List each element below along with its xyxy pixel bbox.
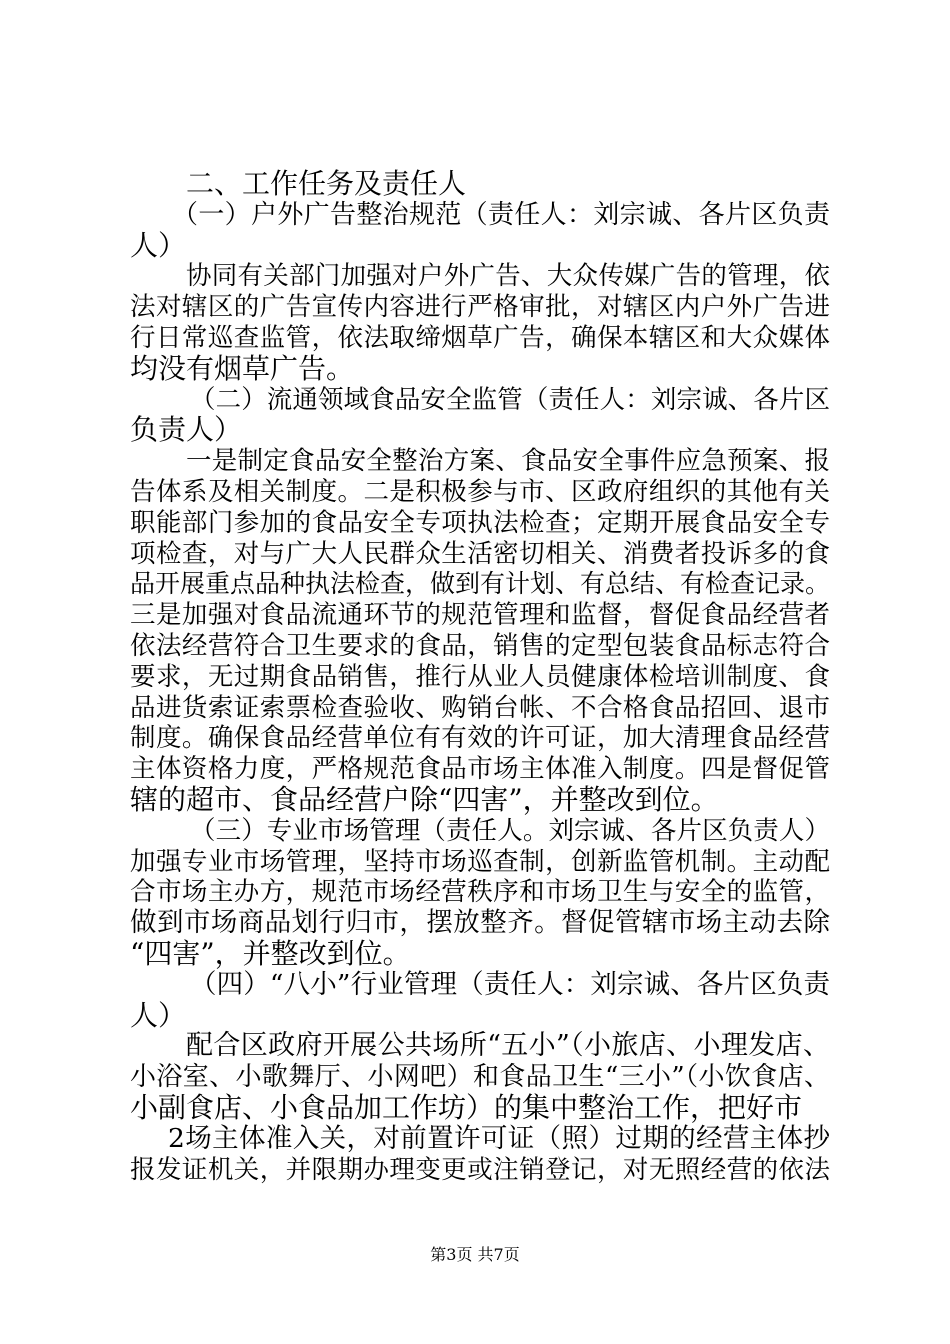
paragraph-line: 小浴室、小歌舞厅、小网吧）和食品卫生“三小”（小饮食店、: [130, 1062, 830, 1093]
paragraph-line: 加强专业市场管理，坚持市场巡查制，创新监管机制。主动配: [130, 846, 830, 877]
subsection-heading-4: （四）“八小”行业管理（责任人：刘宗诚、各片区负责: [190, 968, 830, 1000]
subsection-heading-4-cont: 人）: [130, 998, 187, 1032]
paragraph-line: 报发证机关，并限期办理变更或注销登记，对无照经营的依法: [130, 1154, 830, 1185]
paragraph-line: 主体资格力度，严格规范食品市场主体准入制度。四是督促管: [130, 754, 830, 785]
paragraph-line: 小副食店、小食品加工作坊）的集中整治工作，把好市: [130, 1090, 803, 1124]
subsection-heading-1: （一）户外广告整治规范（责任人：刘宗诚、各片区负责: [172, 199, 830, 230]
paragraph-line: 品进货索证索票检查验收、购销台帐、不合格食品招回、退市: [130, 692, 830, 723]
paragraph-line: 依法经营符合卫生要求的食品，销售的定型包装食品标志符合: [130, 630, 830, 661]
document-body: [130, 169, 830, 1185]
paragraph-line: 要求，无过期食品销售，推行从业人员健康体检培训制度、食: [130, 661, 830, 692]
paragraph-line: 协同有关部门加强对户外广告、大众传媒广告的管理，依: [186, 261, 830, 292]
paragraph-line: “四害”，并整改到位。: [130, 936, 411, 970]
paragraph-line: 2场主体准入关，对前置许可证（照）过期的经营主体抄: [168, 1122, 830, 1154]
subsection-heading-2: （二）流通领域食品安全监管（责任人：刘宗诚、各片区: [190, 384, 830, 415]
paragraph-line: 均没有烟草广告。: [130, 351, 355, 385]
paragraph-line: 职能部门参加的食品安全专项执法检查；定期开展食品安全专: [130, 507, 830, 538]
paragraph-line: 制度。确保食品经营单位有有效的许可证，加大清理食品经营: [130, 723, 830, 754]
paragraph-line: 一是制定食品安全整治方案、食品安全事件应急预案、报: [186, 446, 830, 477]
page-number-footer: 第3页 共7页: [430, 1245, 520, 1264]
paragraph-line: 行日常巡查监管，依法取缔烟草广告，确保本辖区和大众媒体: [130, 322, 830, 353]
paragraph-line: 项检查，对与广大人民群众生活密切相关、消费者投诉多的食: [130, 538, 830, 569]
paragraph-line: 告体系及相关制度。二是积极参与市、区政府组织的其他有关: [130, 476, 830, 507]
subsection-heading-3: （三）专业市场管理（责任人。刘宗诚、各片区负责人）: [190, 815, 830, 846]
subsection-heading-1-cont: 人）: [130, 228, 187, 262]
paragraph-line: 法对辖区的广告宣传内容进行严格审批，对辖区内户外广告进: [130, 292, 830, 323]
paragraph-line: 做到市场商品划行归市，摆放整齐。督促管辖市场主动去除: [130, 907, 830, 939]
paragraph-line: 辖的超市、食品经营户除“四害”，并整改到位。: [130, 782, 719, 816]
paragraph-line: 配合区政府开展公共场所“五小”（小旅店、小理发店、: [186, 1030, 830, 1062]
paragraph-line: 三是加强对食品流通环节的规范管理和监督，督促食品经营者: [130, 600, 830, 631]
paragraph-line: 合市场主办方，规范市场经营秩序和市场卫生与安全的监管，: [130, 877, 830, 908]
subsection-heading-2-cont: 负责人）: [130, 413, 243, 447]
paragraph-line: 品开展重点品种执法检查，做到有计划、有总结、有检查记录。: [130, 569, 831, 599]
section-heading: 二、工作任务及责任人: [186, 167, 467, 200]
